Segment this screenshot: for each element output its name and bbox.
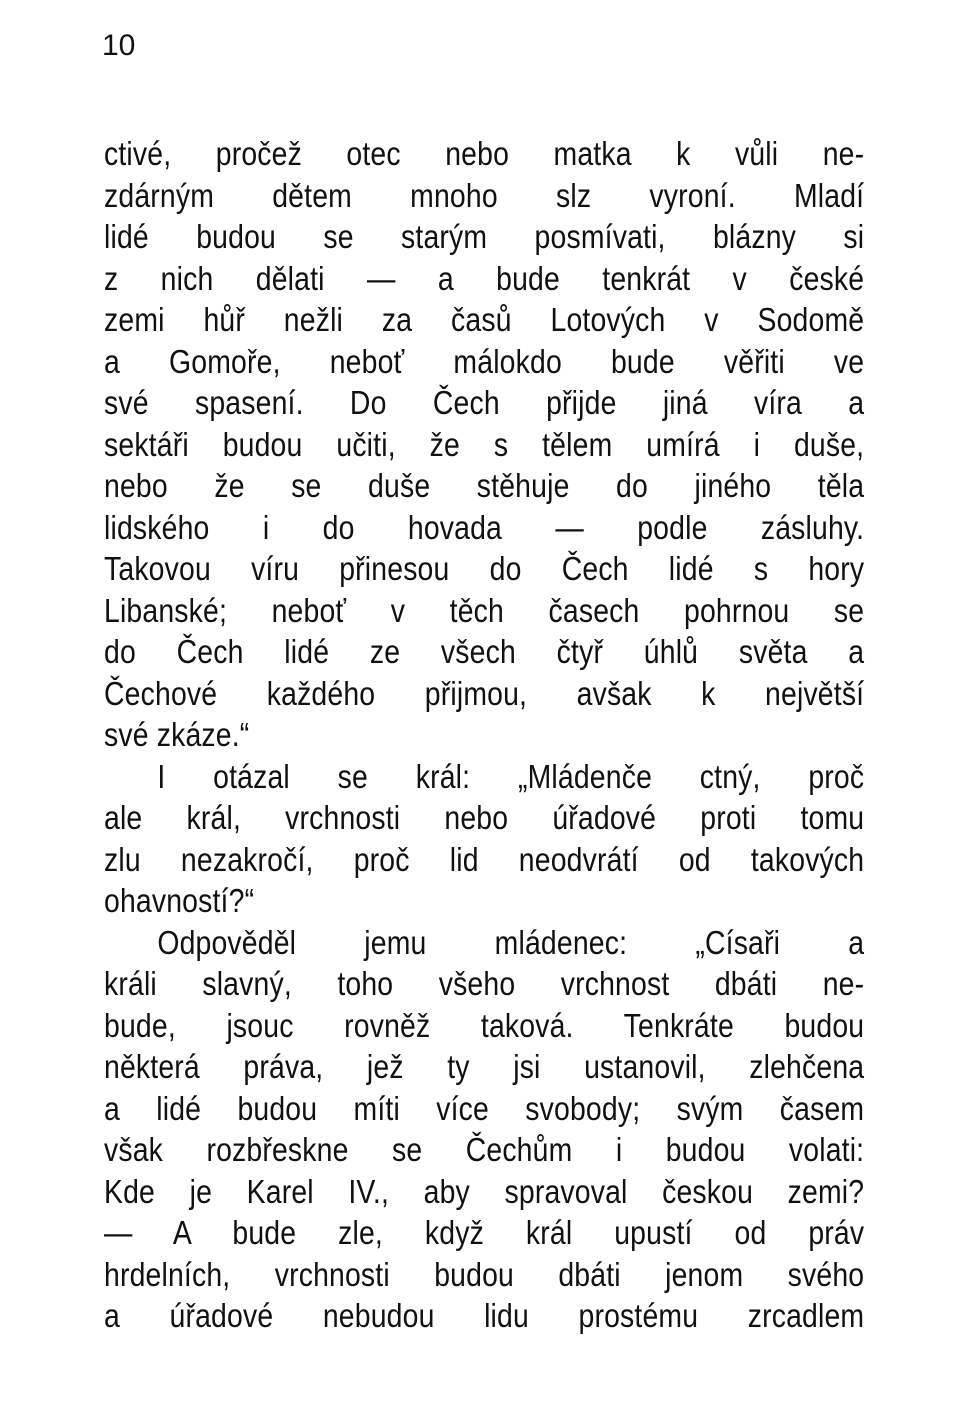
- text-line: Takovou víru přinesou do Čech lidé s hory: [104, 550, 865, 587]
- text-line: však rozbřeskne se Čechům i budou volati:: [104, 1131, 865, 1168]
- text-line: Kde je Karel IV., aby spravoval českou zemi?: [104, 1172, 865, 1210]
- text-line: zemi hůř nežli za časů Lotových v Sodomě: [104, 301, 865, 338]
- text-line: některá práva, jež ty jsi ustanovil, zlehčena: [104, 1048, 865, 1085]
- text-line: nebo že se duše stěhuje do jiného těla: [104, 467, 865, 504]
- text-line: Čechové každého přijmou, avšak k největší: [104, 674, 865, 712]
- text-line: své spasení. Do Čech přijde jiná víra a: [104, 384, 865, 421]
- text-line: ohavností?“: [104, 882, 255, 919]
- text-line: z nich dělati — a bude tenkrát v české: [104, 259, 865, 297]
- text-line: a lidé budou míti více svobody; svým časem: [104, 1089, 865, 1127]
- text-line: I otázal se král: „Mládenče ctný, proč: [157, 757, 865, 795]
- text-line: Libanské; neboť v těch časech pohrnou se: [104, 591, 865, 629]
- text-line: Odpověděl jemu mládenec: „Císaři a: [157, 923, 865, 961]
- text-line: ale král, vrchnosti nebo úřadové proti tomu: [104, 799, 865, 836]
- text-line: hrdelních, vrchnosti budou dbáti jenom svého: [104, 1255, 865, 1293]
- text-line: a Gomoře, neboť málokdo bude věřiti ve: [104, 342, 865, 380]
- body-text: [104, 133, 864, 1337]
- text-line: — A bude zle, když král upustí od práv: [104, 1214, 865, 1251]
- text-line: králi slavný, toho všeho vrchnost dbáti ne-: [104, 965, 865, 1002]
- text-line: lidé budou se starým posmívati, blázny si: [104, 218, 865, 255]
- text-line: a úřadové nebudou lidu prostému zrcadlem: [104, 1297, 865, 1334]
- page-number: 10: [102, 29, 136, 62]
- text-line: sektáři budou učiti, že s tělem umírá i duše,: [104, 425, 865, 463]
- text-line: do Čech lidé ze všech čtyř úhlů světa a: [104, 633, 865, 670]
- text-line: ctivé, pročež otec nebo matka k vůli ne-: [104, 135, 865, 172]
- text-line: bude, jsouc rovněž taková. Tenkráte budou: [104, 1006, 865, 1044]
- text-line: lidského i do hovada — podle zásluhy.: [104, 508, 865, 546]
- text-line: zlu nezakročí, proč lid neodvrátí od takových: [104, 840, 865, 878]
- text-line: své zkáze.“: [104, 716, 250, 753]
- text-line: zdárným dětem mnoho slz vyroní. Mladí: [104, 176, 865, 214]
